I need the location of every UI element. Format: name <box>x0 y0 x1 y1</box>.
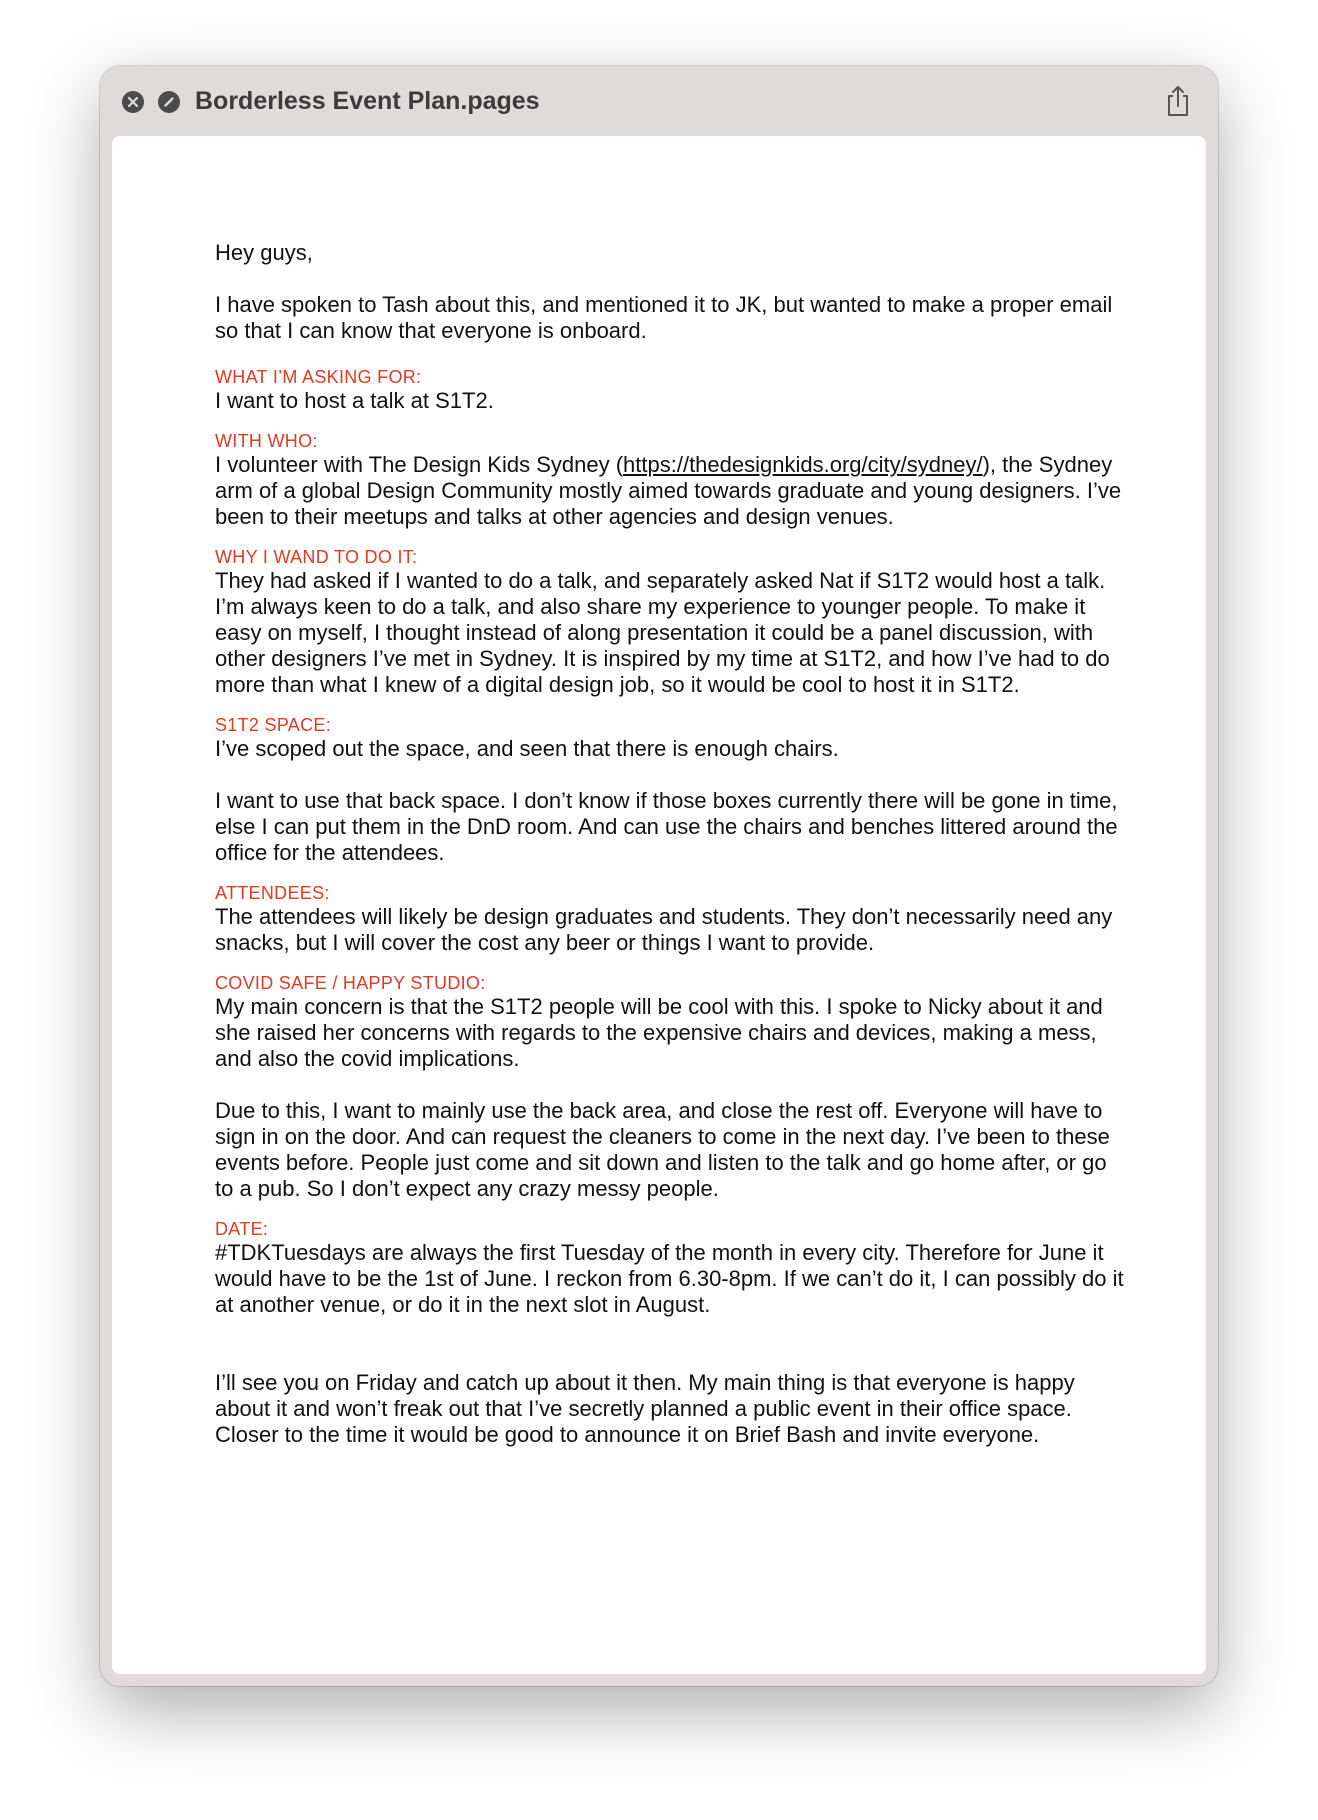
paragraph: My main concern is that the S1T2 people will be cool with this. I spoke to Nicky about it and she raised her concerns with regards to the expensive chairs and devices, making a mess, and also the covid implications. <box>215 994 1103 1071</box>
share-icon[interactable] <box>1164 84 1192 118</box>
section-heading: WHY I WAND TO DO IT: <box>215 547 418 567</box>
with-who-after: ), the Sydney arm of a global Design Community mostly aimed towards graduate and young designers. I’ve been to their meetups and talks at other agencies and design venues. <box>215 452 1122 529</box>
paragraph: I want to use that back space. I don’t know if those boxes currently there will be gone in time, else I can put them in the DnD room. And can use the chairs and benches littered around the office for the attendees. <box>215 788 1118 865</box>
document-page[interactable] <box>112 136 1206 1674</box>
close-icon[interactable] <box>122 91 144 113</box>
paragraph: Due to this, I want to mainly use the back area, and close the rest off. Everyone will have to sign in on the door. And can request the cleaners to come in the next day. I’ve been to these events before. People just come and sit down and listen to the talk and go home after, or go to a pub. So I don’t expect any crazy messy people. <box>215 1098 1110 1201</box>
section-heading: DATE: <box>215 1219 269 1239</box>
document-window <box>100 66 1218 1686</box>
section-heading: S1T2 SPACE: <box>215 715 332 735</box>
section-heading: ATTENDEES: <box>215 883 330 903</box>
closing-paragraph: I’ll see you on Friday and catch up about it then. My main thing is that everyone is happy about it and won’t freak out that I’ve secretly planned a public event in their office space. Closer to the time it would be good to announce it on Brief Bash and invite everyone. <box>215 1370 1075 1447</box>
window-title: Borderless Event Plan.pages <box>195 87 540 115</box>
paragraph: The attendees will likely be design graduates and students. They don’t necessarily need any snacks, but I will cover the cost any beer or things I want to provide. <box>215 904 1113 955</box>
section-heading: COVID SAFE / HAPPY STUDIO: <box>215 973 486 993</box>
with-who-before: I volunteer with The Design Kids Sydney ( <box>215 452 624 477</box>
paragraph: I want to host a talk at S1T2. <box>215 388 494 413</box>
title-bar <box>100 66 1218 136</box>
block-icon[interactable] <box>158 91 180 113</box>
paragraph: I’ve scoped out the space, and seen that there is enough chairs. <box>215 736 839 761</box>
paragraph: They had asked if I wanted to do a talk, and separately asked Nat if S1T2 would host a talk. I’m always keen to do a talk, and also share my experience to younger people. To make it easy on myself, I thought instead of along presentation it could be a panel discussion, with other designers I’ve met in Sydney. It is inspired by my time at S1T2, and how I’ve had to do more than what I knew of a digital design job, so it would be cool to host it in S1T2. <box>215 568 1110 697</box>
section-heading: WITH WHO: <box>215 431 318 451</box>
design-kids-link[interactable]: https://thedesignkids.org/city/sydney/ <box>623 452 983 477</box>
with-who-paragraph <box>215 452 1125 530</box>
document-body <box>215 240 1125 1448</box>
greeting: Hey guys, <box>215 240 313 265</box>
section-heading: WHAT I’M ASKING FOR: <box>215 367 422 387</box>
intro-paragraph: I have spoken to Tash about this, and mentioned it to JK, but wanted to make a proper email so that I can know that everyone is onboard. <box>215 292 1113 343</box>
paragraph: #TDKTuesdays are always the first Tuesday of the month in every city. Therefore for June it would have to be the 1st of June. I reckon from 6.30-8pm. If we can’t do it, I can possibly do it at another venue, or do it in the next slot in August. <box>215 1240 1124 1317</box>
